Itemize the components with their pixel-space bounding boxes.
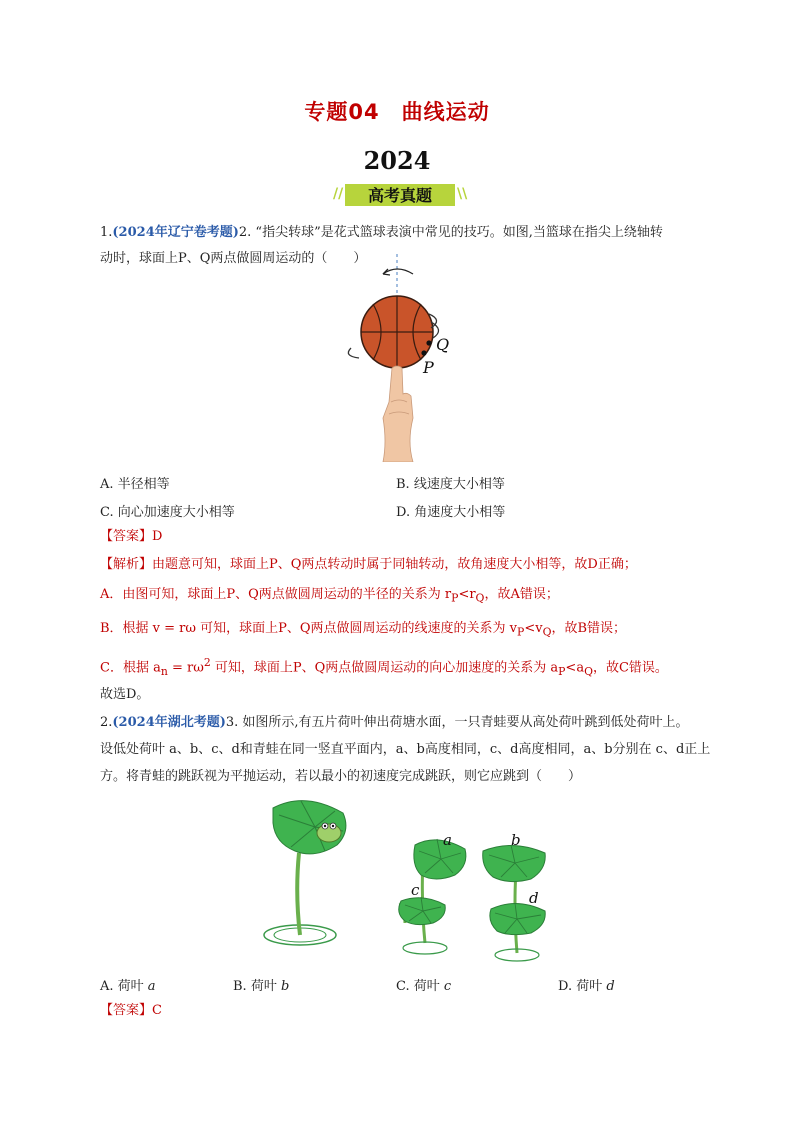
q1-analysis-b (100, 620, 626, 642)
sub-p: P (517, 625, 525, 639)
answer-value: C (152, 1003, 162, 1018)
q2-option-b[interactable] (233, 975, 289, 994)
page-title: 专题04 曲线运动 (304, 100, 490, 124)
q2-stem-text1: 3. 如图所示,有五片荷叶伸出荷塘水面，一只青蛙要从高处荷叶跳到低处荷叶上。 (225, 715, 689, 730)
analysis-c-formula: = rω (167, 660, 204, 676)
option-label: D. 荷叶 (558, 979, 607, 994)
q1-conclusion: 故选D。 (100, 687, 150, 702)
q1-stem-text1: 2. “指尖转球”是花式篮球表演中常见的技巧。如图,当篮球在指尖上绕轴转 (238, 225, 663, 240)
analysis-a-text: A．由图可知，球面上P、Q两点做圆周运动的半径的关系为 r (100, 587, 452, 602)
q2-stem-line3: 方。将青蛙的跳跃视为平抛运动，若以最小的初速度完成跳跃，则它应跳到（ ） (100, 769, 582, 784)
sub-n: n (160, 664, 168, 678)
answer-label: 【答案】 (100, 1003, 153, 1018)
basketball-figure (345, 252, 465, 462)
option-var: a (147, 979, 156, 994)
q2-option-c[interactable] (396, 975, 451, 994)
label-d: d (529, 889, 539, 907)
q2-source: (2024年湖北考题) (112, 715, 226, 730)
sub-p: P (451, 591, 459, 605)
q1-option-c[interactable]: C. 向心加速度大小相等 (100, 505, 235, 520)
lotus-leaf-figure (255, 793, 555, 968)
q1-option-b[interactable]: B. 线速度大小相等 (396, 477, 505, 492)
year-heading: 2024 (363, 146, 431, 175)
q2-number: 2. (100, 715, 113, 730)
option-label: C. 荷叶 (396, 979, 444, 994)
analysis-c-mid1: 可知，球面上P、Q两点做圆周运动的向心加速度的关系为 a (210, 660, 559, 676)
q1-analysis (100, 556, 637, 574)
analysis-b-text: B．根据 v = rω 可知，球面上P、Q两点做圆周运动的线速度的关系为 v (100, 621, 518, 636)
option-var: c (443, 979, 452, 994)
label-p: P (423, 358, 434, 377)
q1-source: (2024年辽宁卷考题) (112, 225, 239, 240)
q2-answer (100, 1002, 162, 1020)
q1-stem-line1 (100, 224, 663, 242)
answer-value: D (152, 529, 163, 544)
label-a: a (443, 831, 452, 849)
analysis-a-mid: <r (458, 587, 476, 602)
q1-answer (100, 528, 162, 546)
label-c: c (411, 881, 420, 899)
analysis-text: 由题意可知，球面上P、Q两点转动时属于同轴转动，故角速度大小相等，故D正确； (152, 557, 637, 572)
q1-analysis-a (100, 586, 559, 608)
analysis-c-end: ，故C错误。 (592, 660, 668, 676)
sup-2: 2 (203, 656, 211, 669)
analysis-c-text: C．根据 a (100, 660, 161, 676)
q2-stem-line1 (100, 714, 689, 732)
q2-stem-line2: 设低处荷叶 a、b、c、d和青蛙在同一竖直平面内，a、b高度相同，c、d高度相同，a、b分别在 c、d正上 (100, 742, 711, 757)
banner-text: 高考真题 (367, 186, 432, 205)
option-var: d (606, 979, 615, 994)
analysis-b-end: ，故B错误； (551, 621, 627, 636)
analysis-label: 【解析】 (100, 557, 153, 572)
q2-option-d[interactable] (558, 975, 615, 994)
slash-decoration-icon: \\ (457, 186, 468, 202)
label-q: Q (436, 335, 450, 354)
sub-q: Q (542, 625, 552, 639)
sub-p: P (558, 664, 566, 678)
q1-option-a[interactable]: A. 半径相等 (100, 477, 170, 492)
section-banner (333, 182, 468, 208)
option-label: A. 荷叶 (100, 979, 148, 994)
q1-option-d[interactable]: D. 角速度大小相等 (396, 505, 506, 520)
analysis-b-mid: <v (524, 621, 543, 636)
q1-number: 1. (100, 225, 113, 240)
option-label: B. 荷叶 (233, 979, 281, 994)
analysis-a-end: ，故A错误； (484, 587, 559, 602)
sub-q: Q (584, 664, 593, 678)
sub-q: Q (475, 591, 485, 605)
option-var: b (280, 979, 290, 994)
q1-stem-line2: 动时，球面上P、Q两点做圆周运动的（ ） (100, 251, 367, 266)
q2-option-a[interactable] (100, 975, 156, 994)
analysis-c-mid2: <a (565, 660, 585, 676)
answer-label: 【答案】 (100, 529, 153, 544)
label-b: b (511, 831, 521, 849)
q1-analysis-c (100, 654, 668, 681)
slash-decoration-icon: // (333, 186, 344, 202)
